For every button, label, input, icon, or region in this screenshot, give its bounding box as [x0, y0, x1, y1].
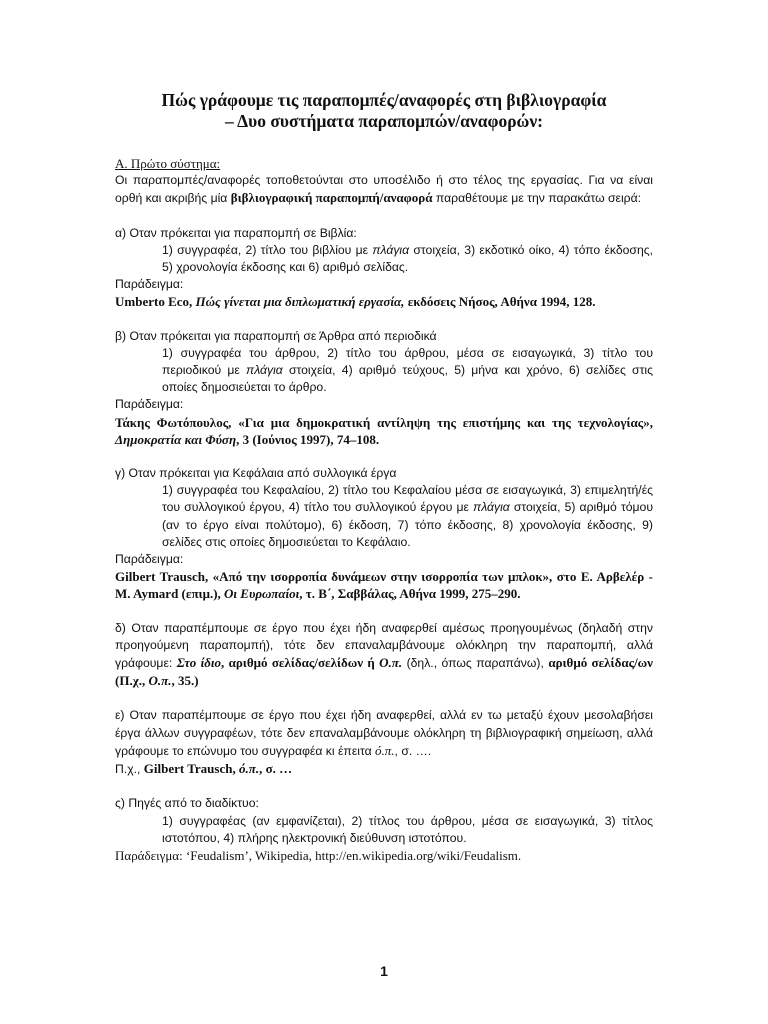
case-b-label: β) Οταν πρόκειται για παραπομπή σε Άρθρα από περιοδικά: [115, 328, 437, 343]
document-body: [115, 155, 653, 864]
case-c-list: 1) συγγραφέα του Κεφαλαίου, 2) τίτλο του Κεφαλαίου μέσα σε εισαγωγικά, 3) επιμελητή/ές του συλλογικού έργου, 4) τίτλο του συλλογικού έργου με πλάγια στοιχεία, 5) αριθμό τόμου (αν το έργο είναι πολύτομο), 6) έκδοση, 7) τόπο έκδοσης, 8) χρονολογία έκδοσης, 9) σελίδες στις οποίες δημοσιεύεται το Κεφάλαιο.: [162, 483, 653, 549]
section-heading: Α. Πρώτο σύστημα:: [115, 156, 221, 171]
case-c-example: Gilbert Trausch, «Από την ισορροπία δυνάμεων στην ισορροπία των μπλοκ», στο Ε. Αρβελέρ - M. Aymard (επιμ.), Οι Ευρωπαίοι, τ. Β΄, Σαββάλας, Αθήνα 1999, 275–290.: [115, 569, 653, 602]
title-line-2: – Δυο συστήματα παραπομπών/αναφορών:: [225, 111, 543, 131]
intro-bold-term: βιβλιογραφική παραπομπή/αναφορά: [230, 190, 433, 206]
title-line-1: Πώς γράφουμε τις παραπομπές/αναφορές στη βιβλιογραφία: [161, 90, 607, 110]
case-f-example: Παράδειγμα: ‘Feudalism’, Wikipedia, http://en.wikipedia.org/wiki/Feudalism.: [115, 847, 522, 863]
case-c-label: γ) Οταν πρόκειται για Κεφάλαια από συλλογικά έργα: [115, 466, 397, 481]
case-b-example-label: Παράδειγμα:: [115, 397, 184, 412]
case-b-list: 1) συγγραφέα του άρθρου, 2) τίτλο του άρθρου, μέσα σε εισαγωγικά, 3) τίτλο του περιοδικού με πλάγια στοιχεία, 4) αριθμό τεύχους, 5) μήνα και χρόνο, 6) σελίδες στις οποίες δημοσιεύεται το άρθρο.: [162, 345, 653, 395]
page-number: 1: [380, 963, 388, 979]
case-f-list: 1) συγγραφέας (αν εμφανίζεται), 2) τίτλος του άρθρου, μέσα σε εισαγωγικά, 3) τίτλος ιστοτόπου, 4) πλήρης ηλεκτρονική διεύθυνση ιστοτόπου.: [162, 813, 653, 845]
case-a-example: Umberto Eco, Πώς γίνεται μια διπλωματική εργασία, εκδόσεις Νήσος, Αθήνα 1994, 128.: [115, 294, 596, 310]
case-e-paragraph: ε) Οταν παραπέμπουμε σε έργο που έχει ήδη αναφερθεί, αλλά εν τω μεταξύ έχουν μεσολαβήσει έργα άλλων συγγραφέων, τότε δεν επαναλαμβάνουμε ολόκληρη τη βιβλιογραφική σημείωση, αλλά γράφουμε το επώνυμο του συγγραφέα κι έπειτα ό.π., σ. ….: [115, 708, 653, 758]
case-c-example-label: Παράδειγμα:: [115, 552, 184, 567]
case-a-list: 1) συγγραφέα, 2) τίτλο του βιβλίου με πλάγια στοιχεία, 3) εκδοτικό οίκο, 4) τόπο έκδοσης, 5) χρονολογία έκδοσης και 6) αριθμό σελίδας.: [162, 242, 653, 275]
case-f-label: ς) Πηγές από το διαδίκτυο:: [115, 796, 259, 811]
document-title: [115, 90, 653, 132]
case-a-label: α) Οταν πρόκειται για παραπομπή σε Βιβλία:: [115, 225, 357, 240]
case-a-example-label: Παράδειγμα:: [115, 277, 184, 292]
intro-paragraph: Οι παραπομπές/αναφορές τοποθετούνται στο υποσέλιδο ή στο τέλος της εργασίας. Για να είναι ορθή και ακριβής μία βιβλιογραφική παραπομπή/αναφορά παραθέτουμε με την παρακάτω σειρά:: [115, 173, 653, 206]
case-d-paragraph: δ) Οταν παραπέμπουμε σε έργο που έχει ήδη αναφερθεί αμέσως προηγουμένως (δηλαδή στην προηγούμενη παραπομπή), τότε δεν επαναλαμβάνουμε ολόκληρη την παραπομπή, αλλά γράφουμε: Στο ίδιο, αριθμό σελίδας/σελίδων ή Ο.π. (δηλ., όπως παραπάνω), αριθμό σελίδας/ων (Π.χ., Ο.π., 35.): [115, 620, 653, 689]
case-b-example: Τάκης Φωτόπουλος, «Για μια δημοκρατική αντίληψη της επιστήμης και της τεχνολογίας», Δημοκρατία και Φύση, 3 (Ιούνιος 1997), 74–108.: [115, 414, 653, 447]
case-e-example: Π.χ., Gilbert Trausch, ό.π., σ. …: [115, 761, 293, 777]
